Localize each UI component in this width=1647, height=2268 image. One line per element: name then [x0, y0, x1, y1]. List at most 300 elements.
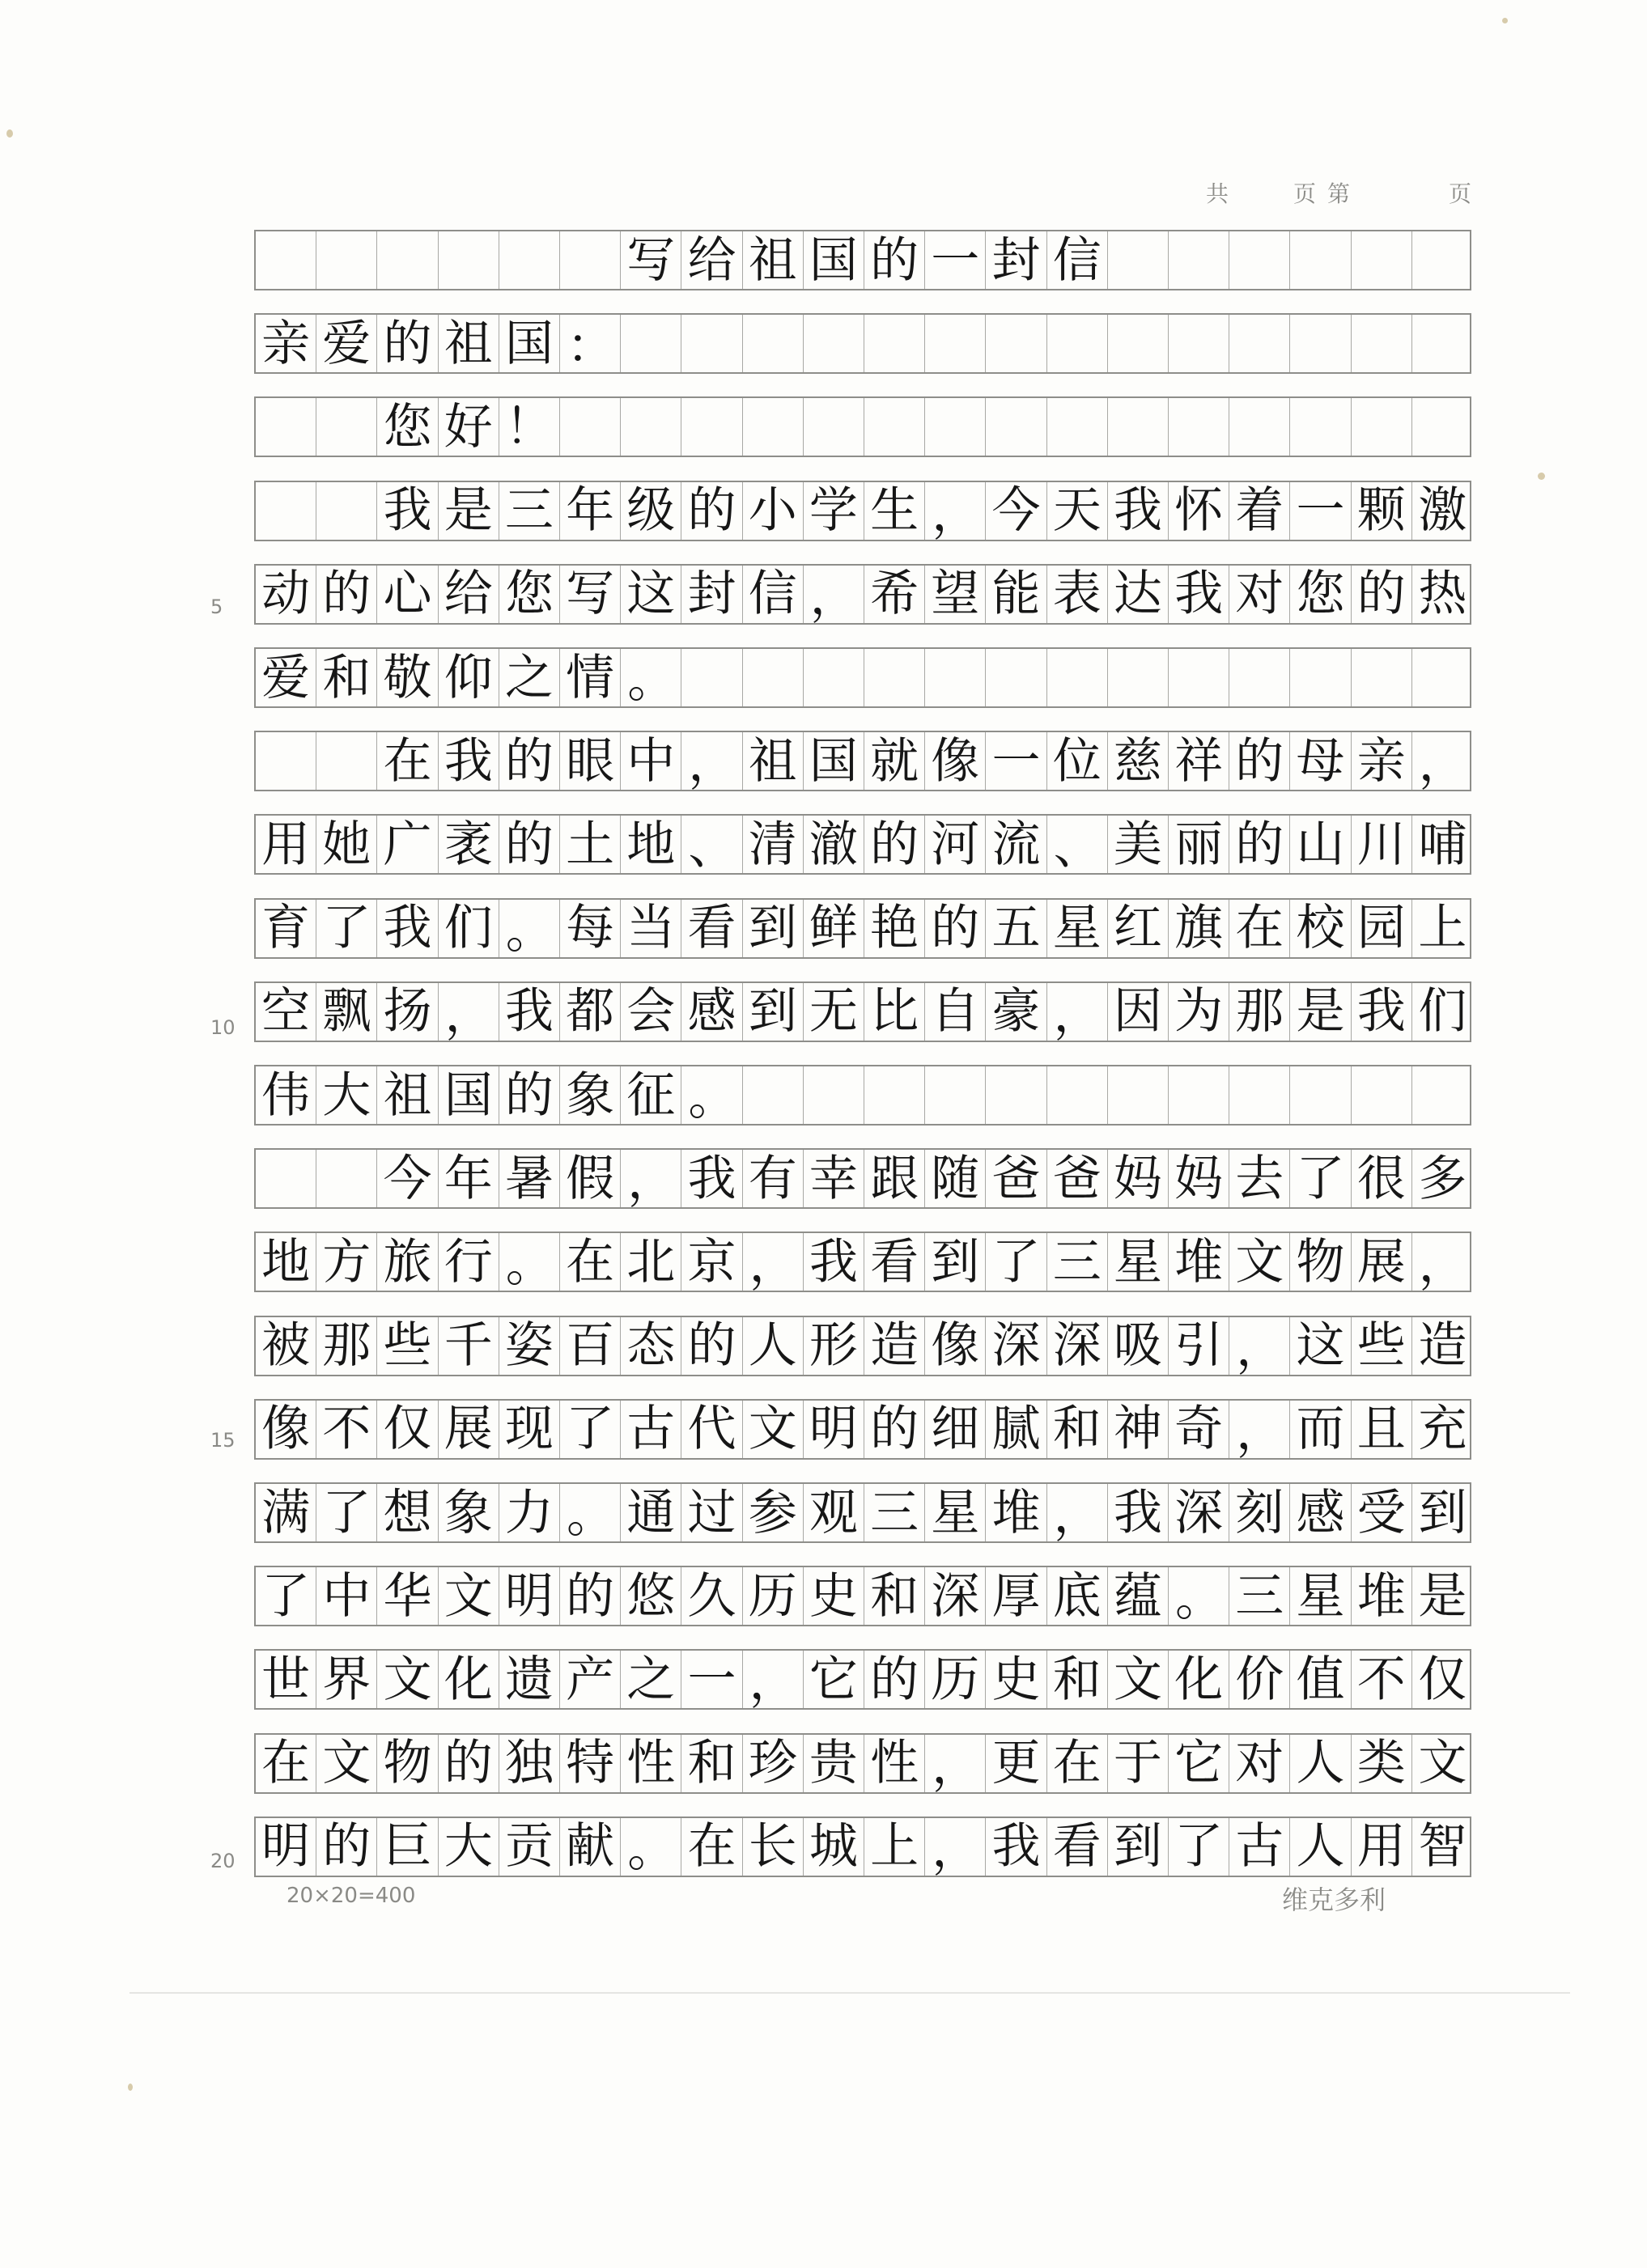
grid-cell: 古 [1229, 1818, 1290, 1876]
grid-cell [560, 231, 621, 289]
brand-label: 维克多利 [1282, 1884, 1386, 1915]
grid-cell: 我 [377, 482, 438, 540]
grid-cell: 了 [256, 1567, 316, 1625]
grid-cell: 流 [986, 816, 1046, 873]
grid-cell: 的 [864, 1651, 925, 1708]
grid-cell: 展 [1352, 1233, 1412, 1291]
grid-cell: 城 [804, 1818, 864, 1876]
grid-cell: 用 [256, 816, 316, 873]
grid-cell: 文 [1418, 1735, 1467, 1792]
grid-cell: 满 [256, 1484, 316, 1541]
grid-cell: 写 [621, 231, 681, 289]
grid-cell: ， [743, 1233, 804, 1291]
grid-cell: 深 [986, 1317, 1046, 1375]
grid-cell: 都 [560, 983, 621, 1041]
grid-cell: 北 [621, 1233, 681, 1291]
grid-cell: 国 [804, 231, 864, 289]
grid-cell: 我 [1108, 1484, 1169, 1541]
grid-cell: 刻 [1229, 1484, 1290, 1541]
grid-cell: 亲 [256, 315, 316, 372]
grid-cell [560, 398, 621, 456]
grid-cell: 爱 [316, 315, 377, 372]
grid-cell: ， [743, 1651, 804, 1708]
grid-cell: 受 [1352, 1484, 1412, 1541]
grid-cell [986, 398, 1046, 456]
grid-cell: 艳 [864, 900, 925, 957]
grid-cell: 信 [743, 566, 804, 623]
grid-cell: 国 [439, 1066, 499, 1124]
grid-cell: 深 [925, 1567, 986, 1625]
grid-cell: 是 [1418, 1567, 1467, 1625]
grid-cell: 象 [439, 1484, 499, 1541]
grid-cell: 地 [621, 816, 681, 873]
grid-cell: 我 [1108, 482, 1169, 540]
grid-row [254, 1649, 1471, 1710]
grid-cell: 扬 [377, 983, 438, 1041]
grid-cell [1169, 1066, 1229, 1124]
grid-cell: 今 [377, 1150, 438, 1207]
grid-cell: 人 [743, 1317, 804, 1375]
grid-cell [1229, 649, 1290, 706]
grid-cell: 给 [681, 231, 742, 289]
grid-cell [256, 732, 316, 790]
grid-cell: 妈 [1169, 1150, 1229, 1207]
grid-cell: 神 [1108, 1401, 1169, 1458]
grid-cell: 性 [621, 1735, 681, 1792]
grid-cell [804, 315, 864, 372]
grid-cell: 之 [499, 649, 560, 706]
grid-cell: 袤 [439, 816, 499, 873]
grid-cell: 征 [621, 1066, 681, 1124]
grid-row [254, 313, 1471, 374]
grid-cell: 值 [1290, 1651, 1351, 1708]
grid-cell: 象 [560, 1066, 621, 1124]
header-page-label: 页 [1293, 180, 1317, 207]
grid-cell: 祖 [743, 231, 804, 289]
grid-cell: 那 [316, 1317, 377, 1375]
grid-cell: 和 [316, 649, 377, 706]
grid-cell: 因 [1108, 983, 1169, 1041]
grid-cell: 厚 [986, 1567, 1046, 1625]
grid-cell [1290, 315, 1351, 372]
grid-cell: 天 [1047, 482, 1108, 540]
grid-cell: 的 [681, 1317, 742, 1375]
header-page-label-2: 页 [1449, 180, 1472, 207]
grid-cell: 了 [1290, 1150, 1351, 1207]
grid-cell: 的 [864, 1401, 925, 1458]
grid-cell: 百 [560, 1317, 621, 1375]
grid-cell: 三 [499, 482, 560, 540]
grid-cell: 中 [316, 1567, 377, 1625]
grid-cell: 是 [439, 482, 499, 540]
grid-row [254, 481, 1471, 541]
grid-cell: ！ [499, 398, 560, 456]
grid-cell: 价 [1229, 1651, 1290, 1708]
grid-cell: 现 [499, 1401, 560, 1458]
grid-cell: 文 [1108, 1651, 1169, 1708]
grid-cell: 好 [439, 398, 499, 456]
grid-cell: 自 [925, 983, 986, 1041]
grid-cell: 就 [864, 732, 925, 790]
grid-cell: 了 [560, 1401, 621, 1458]
line-number-20: 20 [210, 1850, 236, 1872]
grid-cell: 的 [864, 231, 925, 289]
grid-cell [1169, 315, 1229, 372]
grid-cell: 表 [1047, 566, 1108, 623]
grid-cell: 底 [1047, 1567, 1108, 1625]
grid-cell: 飘 [316, 983, 377, 1041]
grid-cell: 长 [743, 1818, 804, 1876]
grid-cell: 的 [925, 900, 986, 957]
grid-cell: 造 [864, 1317, 925, 1375]
grid-cell: 这 [1290, 1317, 1351, 1375]
grid-cell: 于 [1108, 1735, 1169, 1792]
grid-cell: 心 [377, 566, 438, 623]
grid-cell: 、 [1047, 816, 1108, 873]
grid-row [254, 1232, 1471, 1292]
header-total-label: 共 [1206, 180, 1229, 207]
grid-cell [1352, 649, 1412, 706]
grid-cell [1169, 398, 1229, 456]
grid-cell: 。 [560, 1484, 621, 1541]
grid-cell: 大 [316, 1066, 377, 1124]
grid-cell: 祖 [743, 732, 804, 790]
grid-cell: 行 [439, 1233, 499, 1291]
grid-cell: 年 [560, 482, 621, 540]
grid-cell [1412, 1066, 1473, 1124]
grid-cell: 我 [1352, 983, 1412, 1041]
grid-cell: 豪 [986, 983, 1046, 1041]
grid-cell: 蕴 [1108, 1567, 1169, 1625]
grid-cell: 能 [986, 566, 1046, 623]
grid-cell [1047, 315, 1108, 372]
grid-cell: 了 [316, 1484, 377, 1541]
grid-cell: 祖 [439, 315, 499, 372]
grid-cell: 看 [864, 1233, 925, 1291]
grid-cell: ， [1229, 1317, 1290, 1375]
grid-cell: 地 [256, 1233, 316, 1291]
grid-row [254, 230, 1471, 290]
grid-cell: 历 [925, 1651, 986, 1708]
grid-cell [316, 398, 377, 456]
grid-cell [681, 315, 742, 372]
grid-cell: 姿 [499, 1317, 560, 1375]
grid-cell: 造 [1418, 1317, 1467, 1375]
grid-cell: 产 [560, 1651, 621, 1708]
grid-cell: 被 [256, 1317, 316, 1375]
grid-cell: 美 [1108, 816, 1169, 873]
grid-cell: 信 [1047, 231, 1108, 289]
grid-cell [1412, 315, 1473, 372]
grid-spec-label: 20×20=400 [287, 1884, 416, 1908]
grid-cell: 的 [560, 1567, 621, 1625]
grid-cell: 封 [986, 231, 1046, 289]
grid-cell: 贵 [804, 1735, 864, 1792]
grid-cell: 用 [1352, 1818, 1412, 1876]
grid-cell [681, 398, 742, 456]
grid-cell: 方 [316, 1233, 377, 1291]
grid-cell [1352, 398, 1412, 456]
grid-cell: 像 [256, 1401, 316, 1458]
grid-cell: 一 [1290, 482, 1351, 540]
grid-cell [256, 398, 316, 456]
grid-cell: 在 [1047, 1735, 1108, 1792]
grid-cell: 一 [925, 231, 986, 289]
grid-cell: 上 [1418, 900, 1467, 957]
grid-cell: 代 [681, 1401, 742, 1458]
grid-cell: 吸 [1108, 1317, 1169, 1375]
grid-cell: 。 [681, 1066, 742, 1124]
grid-cell: 的 [864, 816, 925, 873]
grid-cell: 的 [377, 315, 438, 372]
grid-cell: 。 [621, 649, 681, 706]
grid-cell: 性 [864, 1735, 925, 1792]
grid-cell: 们 [439, 900, 499, 957]
grid-cell: 史 [986, 1651, 1046, 1708]
grid-cell: 对 [1229, 566, 1290, 623]
grid-cell: 到 [1418, 1484, 1467, 1541]
grid-cell: 我 [1169, 566, 1229, 623]
grid-cell [925, 1066, 986, 1124]
grid-cell: 我 [681, 1150, 742, 1207]
line-number-5: 5 [210, 596, 223, 618]
grid-cell: 我 [377, 900, 438, 957]
grid-cell: 。 [621, 1818, 681, 1876]
grid-cell: 仅 [377, 1401, 438, 1458]
grid-cell [1229, 315, 1290, 372]
grid-cell: 它 [1169, 1735, 1229, 1792]
grid-cell: 文 [1229, 1233, 1290, 1291]
grid-cell: 给 [439, 566, 499, 623]
grid-cell: 它 [804, 1651, 864, 1708]
grid-cell: 敬 [377, 649, 438, 706]
grid-cell: 着 [1229, 482, 1290, 540]
grid-cell: 您 [377, 398, 438, 456]
grid-cell: 些 [377, 1317, 438, 1375]
grid-cell: 人 [1290, 1735, 1351, 1792]
grid-cell: 祖 [377, 1066, 438, 1124]
grid-row [254, 1065, 1471, 1126]
grid-cell: 星 [1047, 900, 1108, 957]
grid-cell [1290, 398, 1351, 456]
grid-cell: ， [439, 983, 499, 1041]
grid-cell [316, 231, 377, 289]
grid-cell [1290, 231, 1351, 289]
grid-cell [804, 1066, 864, 1124]
grid-cell [1047, 1066, 1108, 1124]
grid-cell [864, 1066, 925, 1124]
grid-cell: 的 [1352, 566, 1412, 623]
grid-cell: 望 [925, 566, 986, 623]
grid-cell: 祥 [1169, 732, 1229, 790]
grid-cell: 是 [1290, 983, 1351, 1041]
grid-cell: 在 [560, 1233, 621, 1291]
grid-cell: 化 [439, 1651, 499, 1708]
grid-cell: 文 [316, 1735, 377, 1792]
grid-cell [1352, 315, 1412, 372]
grid-cell: 鲜 [804, 900, 864, 957]
grid-cell: 到 [743, 983, 804, 1041]
grid-cell: 丽 [1169, 816, 1229, 873]
grid-cell: 献 [560, 1818, 621, 1876]
grid-cell: 妈 [1108, 1150, 1169, 1207]
paper-speck [1502, 18, 1508, 23]
grid-cell [377, 231, 438, 289]
grid-cell: 这 [621, 566, 681, 623]
grid-cell [1169, 649, 1229, 706]
grid-cell: 古 [621, 1401, 681, 1458]
grid-cell: 物 [377, 1735, 438, 1792]
grid-cell [1108, 649, 1169, 706]
grid-cell: ， [925, 482, 986, 540]
grid-cell: 很 [1352, 1150, 1412, 1207]
grid-cell [925, 398, 986, 456]
header-nth-label: 第 [1327, 180, 1351, 207]
grid-cell [1412, 231, 1473, 289]
grid-cell: 空 [256, 983, 316, 1041]
grid-cell [1108, 231, 1169, 289]
grid-cell: 不 [316, 1401, 377, 1458]
grid-cell: 悠 [621, 1567, 681, 1625]
grid-cell: 有 [743, 1150, 804, 1207]
grid-cell: 了 [316, 900, 377, 957]
grid-row [254, 1482, 1471, 1543]
grid-cell: 我 [986, 1818, 1046, 1876]
grid-cell: 。 [499, 900, 560, 957]
grid-cell: 学 [804, 482, 864, 540]
grid-cell [1352, 1066, 1412, 1124]
grid-cell [256, 482, 316, 540]
grid-cell: 了 [986, 1233, 1046, 1291]
grid-cell: 颗 [1352, 482, 1412, 540]
grid-cell: 在 [1229, 900, 1290, 957]
grid-cell: 希 [864, 566, 925, 623]
grid-cell: 多 [1418, 1150, 1467, 1207]
grid-cell: ， [925, 1735, 986, 1792]
grid-cell: 您 [499, 566, 560, 623]
grid-cell: 星 [925, 1484, 986, 1541]
grid-cell: 史 [804, 1567, 864, 1625]
grid-cell: 山 [1290, 816, 1351, 873]
grid-cell [925, 649, 986, 706]
paper-edge [129, 1992, 1570, 1999]
grid-cell: 三 [864, 1484, 925, 1541]
grid-cell [1290, 1066, 1351, 1124]
grid-cell: 每 [560, 900, 621, 957]
grid-cell: 。 [499, 1233, 560, 1291]
grid-cell: 母 [1290, 732, 1351, 790]
grid-cell: 。 [1169, 1567, 1229, 1625]
grid-cell: 物 [1290, 1233, 1351, 1291]
grid-cell [986, 1066, 1046, 1124]
grid-cell: 无 [804, 983, 864, 1041]
grid-cell: 年 [439, 1150, 499, 1207]
grid-row [254, 647, 1471, 708]
grid-cell: 上 [864, 1818, 925, 1876]
grid-cell: 深 [1169, 1484, 1229, 1541]
grid-cell: 眼 [560, 732, 621, 790]
grid-cell: 爸 [1047, 1150, 1108, 1207]
grid-cell: 和 [681, 1735, 742, 1792]
grid-cell: 那 [1229, 983, 1290, 1041]
grid-row [254, 564, 1471, 625]
grid-cell [743, 398, 804, 456]
paper-speck [128, 2084, 133, 2091]
grid-cell: 深 [1047, 1317, 1108, 1375]
grid-cell: 当 [621, 900, 681, 957]
grid-cell: 更 [986, 1735, 1046, 1792]
grid-cell: 我 [439, 732, 499, 790]
grid-cell: 怀 [1169, 482, 1229, 540]
grid-cell: 红 [1108, 900, 1169, 957]
grid-cell [1108, 315, 1169, 372]
grid-cell [1047, 398, 1108, 456]
grid-cell: 随 [925, 1150, 986, 1207]
grid-cell [864, 398, 925, 456]
grid-row [254, 981, 1471, 1042]
grid-cell: 达 [1108, 566, 1169, 623]
grid-row [254, 396, 1471, 457]
grid-cell [316, 732, 377, 790]
grid-cell [316, 1150, 377, 1207]
grid-cell: 慈 [1108, 732, 1169, 790]
grid-row [254, 1148, 1471, 1209]
grid-cell [681, 649, 742, 706]
grid-cell: 哺 [1418, 816, 1467, 873]
grid-cell: 星 [1290, 1567, 1351, 1625]
grid-cell: 中 [621, 732, 681, 790]
grid-cell: 到 [743, 900, 804, 957]
grid-cell: 堆 [1169, 1233, 1229, 1291]
grid-cell: 特 [560, 1735, 621, 1792]
grid-row [254, 731, 1471, 791]
grid-cell: 一 [986, 732, 1046, 790]
grid-row [254, 898, 1471, 959]
grid-cell: 像 [925, 732, 986, 790]
grid-cell: 千 [439, 1317, 499, 1375]
grid-cell: 智 [1418, 1818, 1467, 1876]
paper-speck [1538, 473, 1545, 480]
grid-cell: 感 [681, 983, 742, 1041]
grid-cell: 校 [1290, 900, 1351, 957]
grid-cell: 的 [316, 1818, 377, 1876]
grid-cell: 态 [621, 1317, 681, 1375]
grid-row [254, 814, 1471, 875]
grid-cell: 在 [681, 1818, 742, 1876]
grid-cell: 情 [560, 649, 621, 706]
grid-cell: 三 [1047, 1233, 1108, 1291]
grid-cell: ， [1047, 983, 1108, 1041]
grid-cell: 仰 [439, 649, 499, 706]
grid-cell: 位 [1047, 732, 1108, 790]
grid-cell [1412, 398, 1473, 456]
grid-cell: 写 [560, 566, 621, 623]
grid-cell: ， [925, 1818, 986, 1876]
grid-cell: 观 [804, 1484, 864, 1541]
grid-cell: 想 [377, 1484, 438, 1541]
grid-cell: 明 [499, 1567, 560, 1625]
grid-cell: 级 [621, 482, 681, 540]
grid-cell: 的 [499, 816, 560, 873]
grid-cell: 和 [864, 1567, 925, 1625]
grid-cell: 在 [256, 1735, 316, 1792]
grid-cell: 爱 [256, 649, 316, 706]
grid-cell: 且 [1352, 1401, 1412, 1458]
grid-cell: 我 [499, 983, 560, 1041]
grid-cell: 今 [986, 482, 1046, 540]
grid-cell [986, 315, 1046, 372]
grid-cell: 充 [1418, 1401, 1467, 1458]
